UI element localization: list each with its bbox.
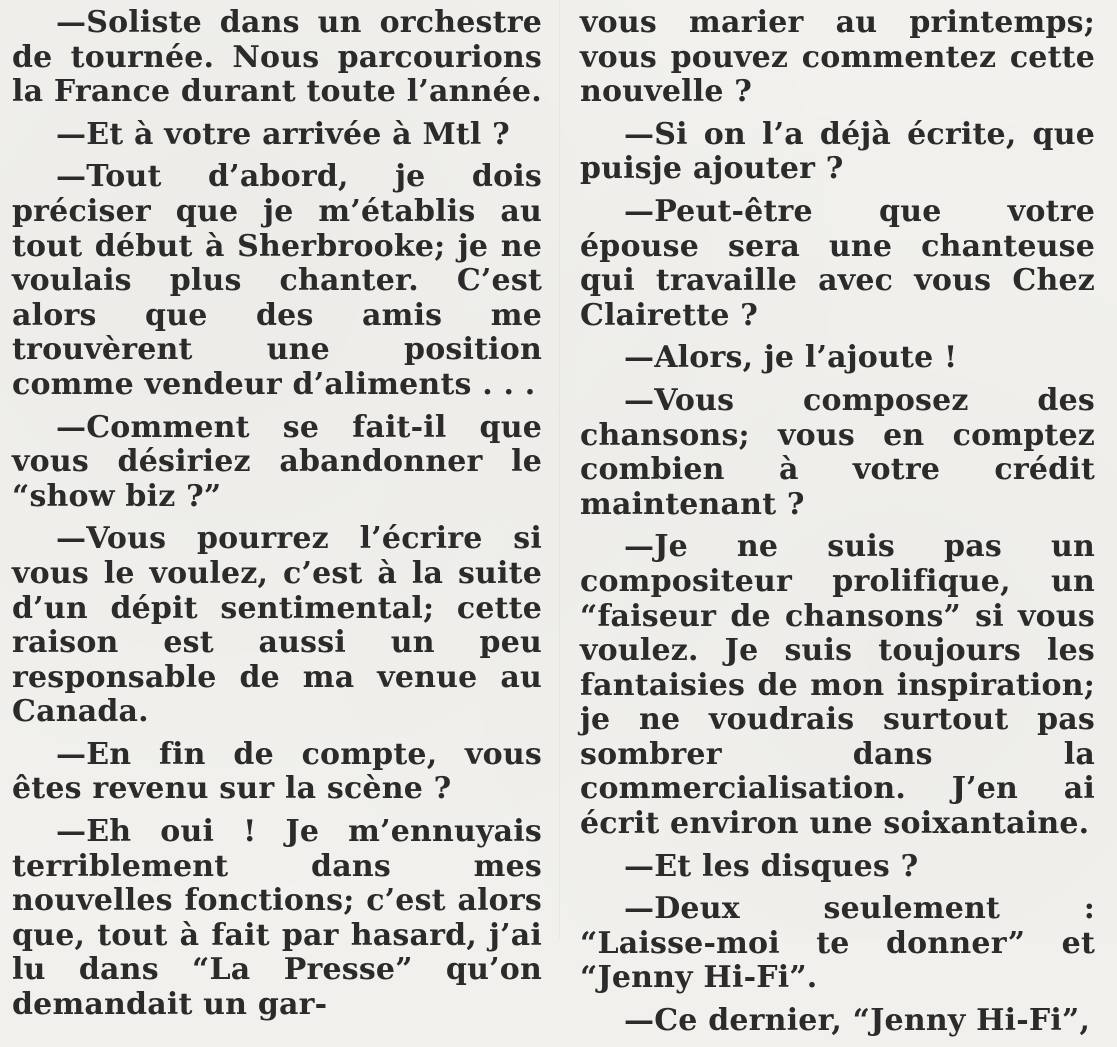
paragraph: —Deux seulement : “Laisse-moi te donner” et “Jenny Hi-Fi”. [580, 891, 1095, 996]
paragraph: —Soliste dans un orchestre de tournée. Nous parcourions la France durant toute l’année. [12, 5, 542, 110]
right-column [580, 6, 1095, 1047]
paragraph: —Tout d’abord, je dois préciser que je m’établis au tout début à Sherbrooke; je ne voulais plus chanter. C’est alors que des amis me trouvèrent une position comme vendeur d’aliments . . . [12, 159, 542, 402]
paragraph: —Et les disques ? [624, 848, 919, 884]
paragraph: —En fin de compte, vous êtes revenu sur la scène ? [12, 736, 542, 807]
paragraph: —Ce dernier, “Jenny Hi-Fi”, [624, 1003, 1091, 1039]
column-gutter [559, 0, 560, 938]
paragraph-continued: vous marier au printemps; vous pouvez commentez cette nouvelle ? [580, 5, 1095, 110]
left-column [12, 6, 542, 1031]
paragraph: —Comment se fait-il que vous désiriez abandonner le “show biz ?” [12, 409, 542, 514]
paragraph: —Eh oui ! Je m’ennuyais terriblement dans mes nouvelles fonctions; c’est alors que, tout à fait par hasard, j’ai lu dans “La Presse” qu’on demandait un gar- [12, 814, 542, 1023]
paragraph: —Si on l’a déjà écrite, que puisje ajouter ? [580, 116, 1095, 187]
paragraph: —Peut-être que votre épouse sera une chanteuse qui travaille avec vous Chez Clairette ? [580, 193, 1095, 333]
paragraph: —Je ne suis pas un compositeur prolifique, un “faiseur de chansons” si vous voulez. Je suis toujours les fantaisies de mon inspiration; je ne voudrais surtout pas sombrer dans la commercialisation. J’en ai écrit environ une soixantaine. [580, 529, 1095, 842]
paragraph: —Vous composez des chansons; vous en comptez combien à votre crédit maintenant ? [580, 382, 1095, 522]
paragraph: —Vous pourrez l’écrire si vous le voulez, c’est à la suite d’un dépit sentimental; cette raison est aussi un peu responsable de ma venue au Canada. [12, 521, 542, 730]
paragraph: —Alors, je l’ajoute ! [624, 340, 958, 376]
paragraph: —Et à votre arrivée à Mtl ? [56, 116, 510, 152]
